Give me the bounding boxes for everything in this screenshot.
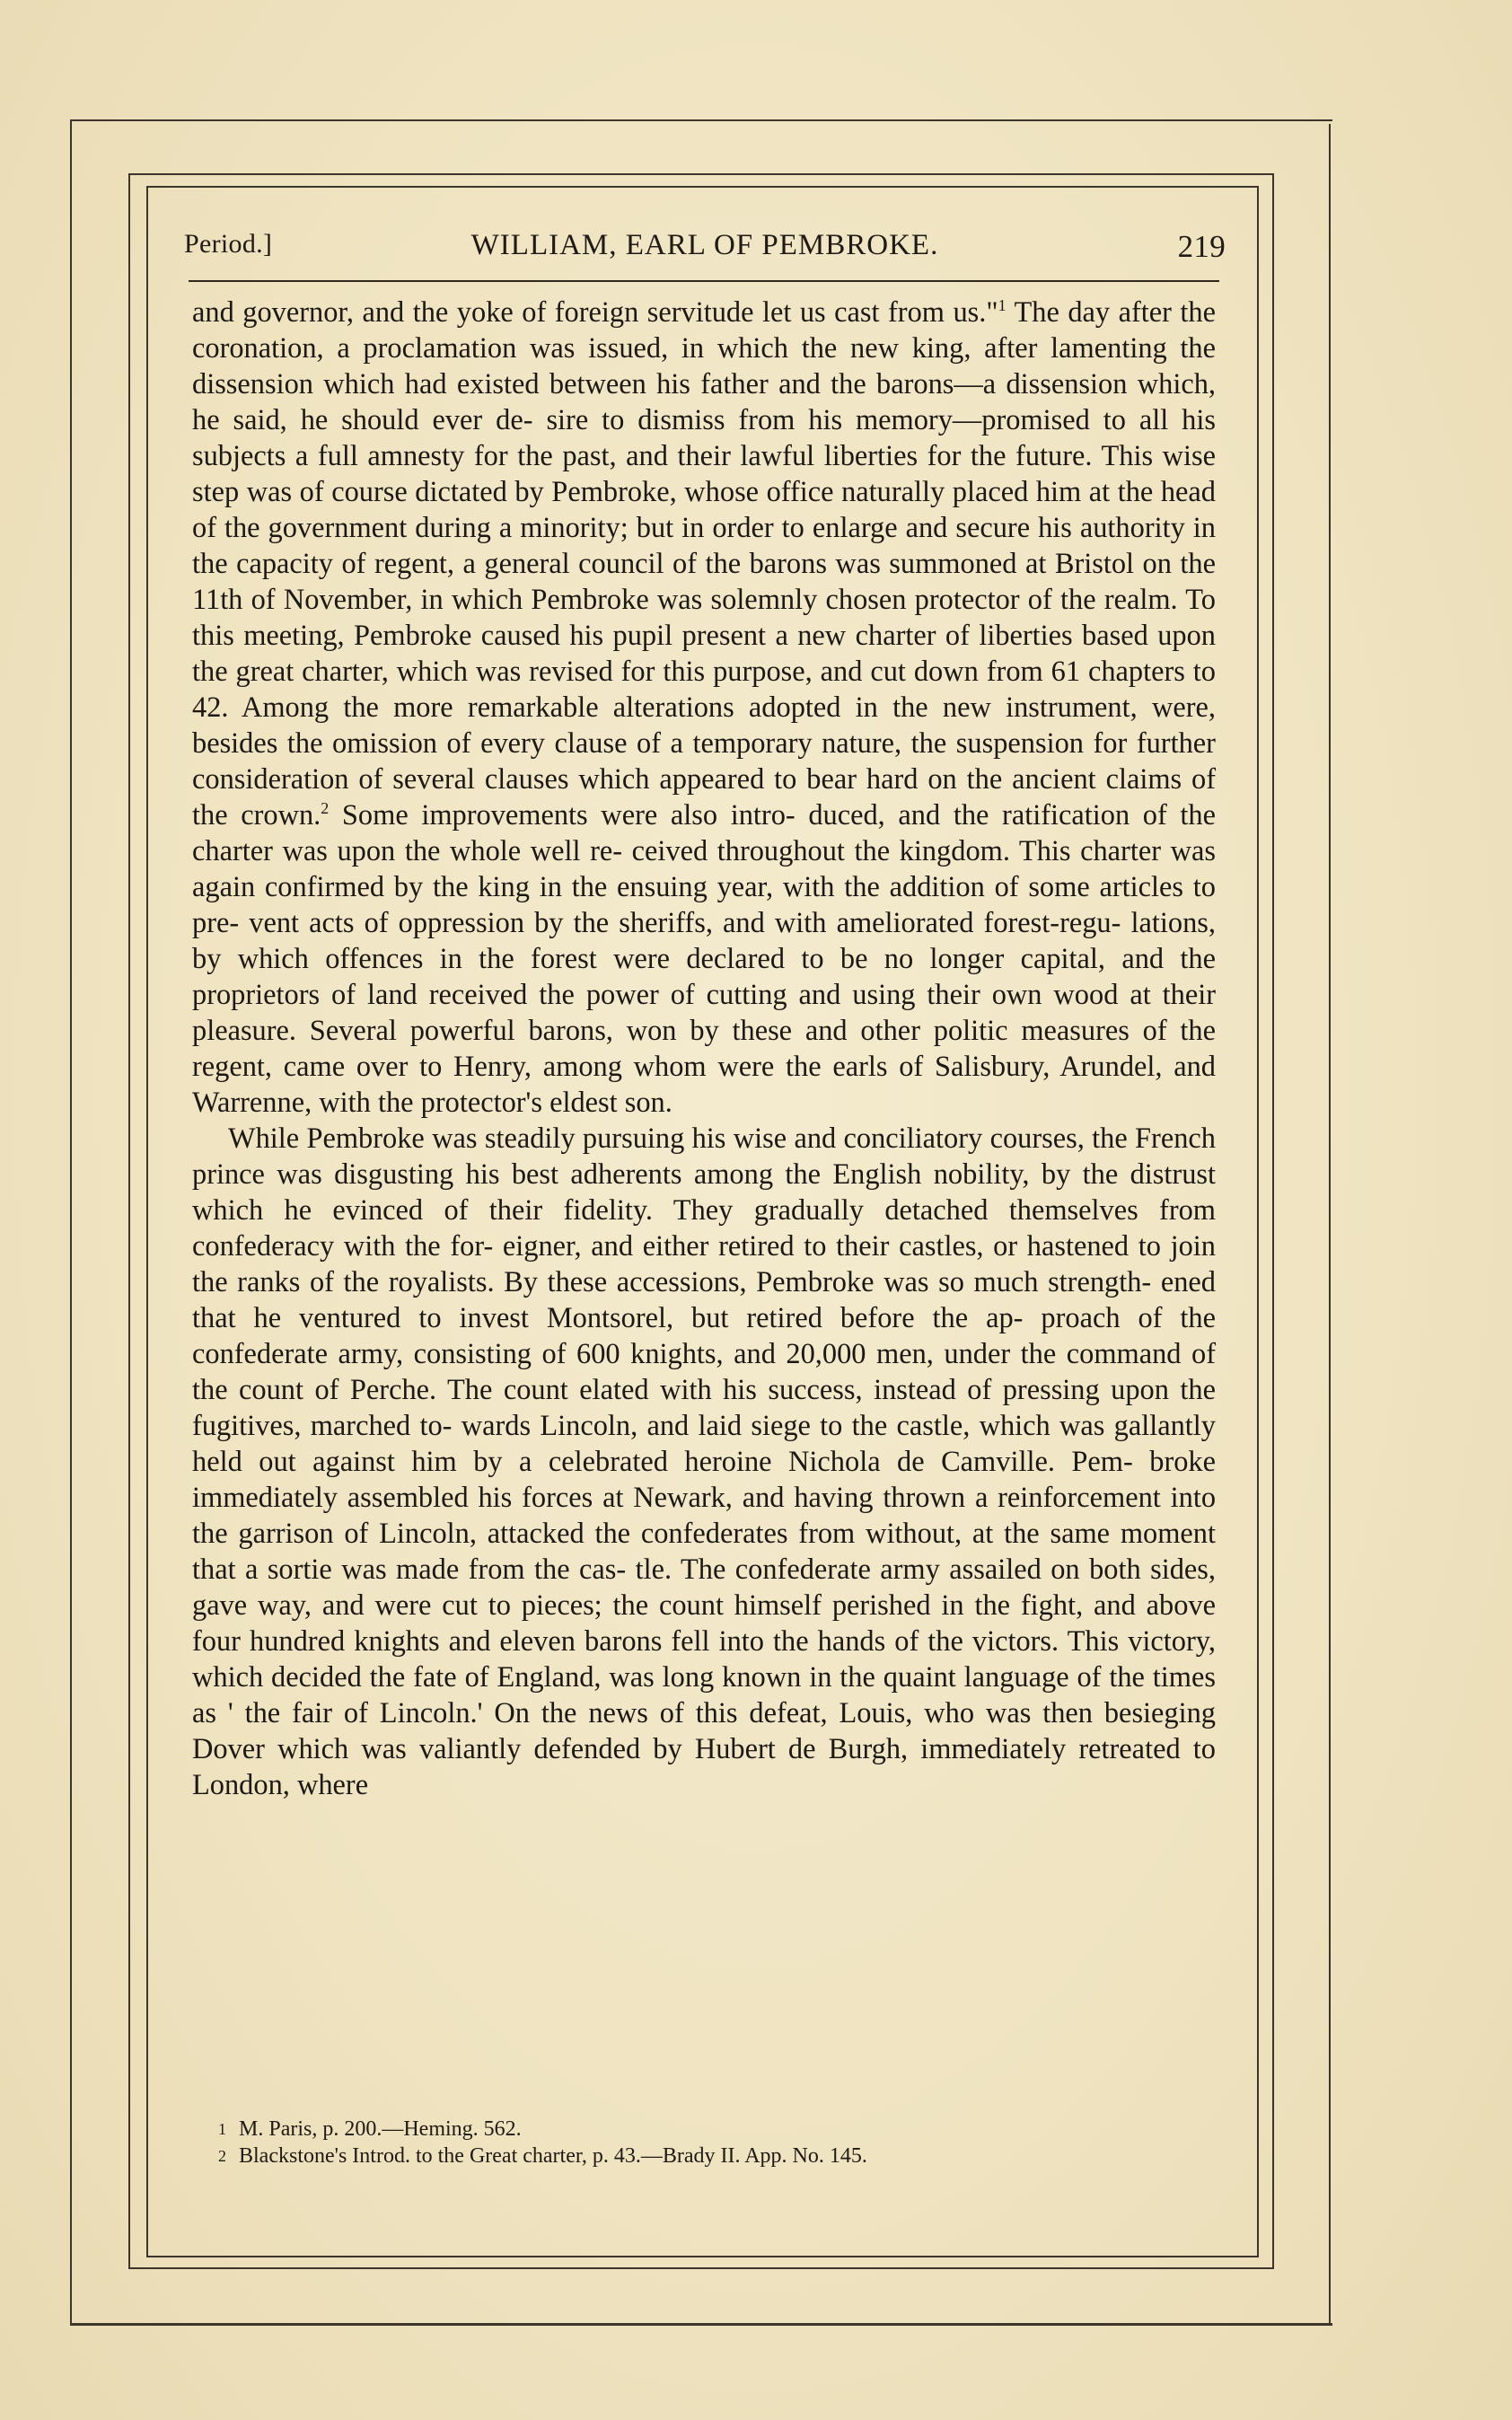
text-line: This victory, which decided the fate of England, was long known in the	[192, 1625, 1216, 1694]
text-line: vent acts of oppression by the sheriffs, and with ameliorated forest-regu-	[249, 907, 1121, 939]
text-line: general council of the barons was summoned at Bristol on the 11th of	[192, 548, 1216, 616]
text-line: amnesty for the past, and their lawful liberties for the future. This	[367, 440, 1154, 472]
footnote-2	[218, 2143, 1215, 2169]
paragraph-1	[192, 295, 1216, 1121]
text-line: a reinforcement into the garrison of Lincoln, attacked the confederates	[192, 1482, 1217, 1550]
text-line: and governor, and the yoke of foreign servitude let us cast from us."	[192, 296, 998, 329]
text-line: new king, after lamenting the dissension which had existed between his	[192, 332, 1217, 400]
text-line: the king in the ensuing year, with the addition of some articles to pre-	[192, 871, 1216, 939]
outer-frame-right-rule	[1329, 124, 1331, 2326]
text-line: of the royalists. By these accessions, Pembroke was so much strength-	[309, 1266, 1152, 1298]
text-line: this defeat, Louis, who was then besieging Dover which was valiantly	[192, 1697, 1217, 1765]
header-divider	[189, 280, 1219, 282]
text-line: realm. To this meeting, Pembroke caused his pupil present a new	[192, 584, 1216, 652]
text-line: November, in which Pembroke was solemnly chosen protector of the	[283, 584, 1096, 616]
text-line: men, under the command of the count of Perche. The count elated	[192, 1338, 1216, 1406]
text-line: placed him at the head of the government during a minority; but in	[192, 476, 1216, 544]
text-line: order to enlarge and secure his authority in the capacity of regent, a	[192, 512, 1216, 580]
running-header	[184, 229, 1226, 274]
text-line: wise step was of course dictated by Pembroke, whose office naturally	[192, 440, 1216, 508]
text-line: remarkable alterations adopted in the new instrument, were, besides the	[192, 691, 1216, 760]
text-line: They gradually detached themselves from confederacy with the for-	[192, 1194, 1216, 1263]
footnote-ref-2: 2	[321, 799, 330, 818]
text-line: defended by Hubert de Burgh, immediately retreated to London, where	[192, 1733, 1216, 1801]
text-line: charter of liberties based upon the great charter, which was revised for	[192, 620, 1216, 688]
text-line: tle. The confederate army assailed on both sides, gave way, and were	[192, 1553, 1216, 1622]
text-line: The day after the coronation, a proclamation was issued, in which the	[192, 296, 1216, 365]
footnote-mark: 2	[218, 2147, 226, 2165]
text-line: this purpose, and cut down from 61 chapters to 42. Among the more	[192, 656, 1216, 724]
text-line: eigner, and either retired to their castles, or hastened to join the ranks	[192, 1230, 1216, 1298]
text-line: the ancient claims of the crown.	[192, 763, 1216, 832]
text-line: capital, and the proprietors of land received the power of cutting and	[192, 943, 1216, 1011]
header-section-label: Period.]	[184, 229, 273, 259]
footnote-text: M. Paris, p. 200.—Heming. 562.	[239, 2117, 522, 2141]
text-line: sire to dismiss from his memory—promised to all his subjects a full	[192, 404, 1216, 472]
text-line: wards Lincoln, and laid siege to the castle, which was gallantly held	[192, 1410, 1216, 1478]
footnote-text: Blackstone's Introd. to the Great charter, p. 43.—Brady II. App. No. 145.	[239, 2144, 867, 2168]
text-line: by these and other politic measures of the regent, came over to Henry,	[192, 1015, 1217, 1083]
text-line: further consideration of several clauses which appeared to bear hard on	[192, 727, 1216, 796]
body-text	[192, 295, 1216, 1803]
text-line: from without, at the same moment that a sortie was made from the cas-	[192, 1518, 1216, 1586]
text-line: While Pembroke was steadily pursuing his wise and conciliatory	[228, 1122, 983, 1155]
footnote-mark: 1	[218, 2120, 226, 2138]
footnote-ref-1: 1	[998, 296, 1007, 315]
text-line: hundred knights and eleven barons fell into the hands of the victors.	[250, 1625, 1059, 1658]
text-line: using their own wood at their pleasure. Several powerful barons, won	[192, 979, 1217, 1047]
text-line: quaint language of the times as ' the fair of Lincoln.' On the news of	[192, 1661, 1216, 1729]
text-line: ened that he ventured to invest Montsorel, but retired before the ap-	[192, 1266, 1216, 1334]
text-line: cut to pieces; the count himself perished in the fight, and above four	[192, 1589, 1216, 1658]
text-line: ceived throughout the kingdom. This charter was again confirmed by	[192, 835, 1216, 903]
text-line: broke immediately assembled his forces at Newark, and having thrown	[192, 1446, 1216, 1514]
text-line: with his success, instead of pressing upon the fugitives, marched to-	[192, 1374, 1216, 1442]
text-line: omission of every clause of a temporary nature, the suspension for	[332, 727, 1128, 760]
text-line-tail: Some improvements were also intro-	[329, 799, 796, 832]
footnotes	[218, 2116, 1215, 2169]
text-line: among whom were the earls of Salisbury, Arundel, and Warrenne, with	[192, 1051, 1216, 1119]
page-number: 219	[1177, 229, 1226, 264]
text-line: father and the barons—a dissension which, he said, he should ever de-	[192, 368, 1216, 436]
footnote-1	[218, 2116, 1215, 2143]
text-line: duced, and the ratification of the charter was upon the whole well re-	[192, 799, 1216, 867]
text-line: lations, by which offences in the forest were declared to be no longer	[192, 907, 1216, 975]
text-line: English nobility, by the distrust which he evinced of their fidelity.	[192, 1158, 1216, 1227]
text-line: courses, the French prince was disgusting his best adherents among the	[192, 1122, 1216, 1191]
text-line: the protector's eldest son.	[377, 1087, 672, 1119]
header-title: WILLIAM, EARL OF PEMBROKE.	[470, 229, 939, 261]
text-line: out against him by a celebrated heroine Nichola de Camville. Pem-	[259, 1446, 1133, 1478]
paragraph-2	[192, 1121, 1216, 1803]
text-line: proach of the confederate army, consisting of 600 knights, and 20,000	[192, 1302, 1217, 1370]
